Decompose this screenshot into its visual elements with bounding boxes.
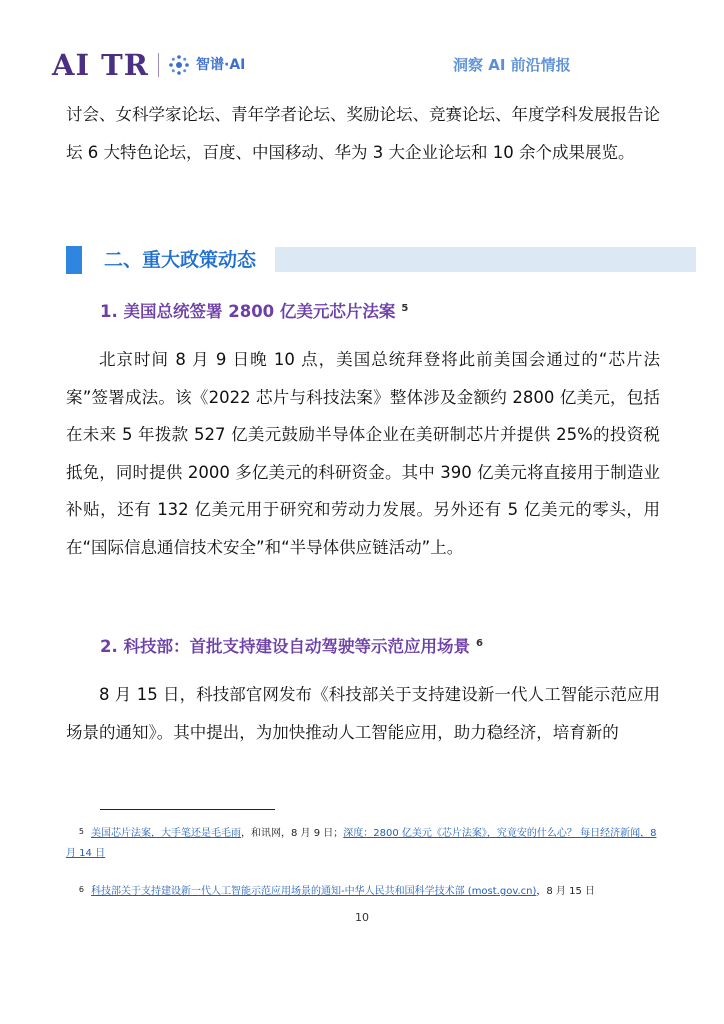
footnote-5-link-2[interactable]: 深度：2800 亿美元《芯片法案》，究竟安的什么心？ 每日经济新闻，8 月 14 日 — [66, 828, 657, 859]
item-2-title: 2. 科技部：首批支持建设自动驾驶等示范应用场景 — [100, 637, 470, 656]
footnote-number: 5 — [78, 827, 84, 836]
footnote-divider — [100, 809, 275, 810]
footnote-6-date: ，8 月 15 日 — [536, 886, 596, 897]
section-title: 二、重大政策动态 — [104, 249, 257, 271]
footnote-5-source: ，和讯网，8 月 9 日； — [241, 828, 344, 839]
item-1-heading — [100, 298, 408, 323]
logo-divider — [158, 53, 159, 77]
page-header — [0, 0, 724, 100]
item-1-body: 北京时间 8 月 9 日晚 10 点，美国总统拜登将此前美国会通过的“芯片法案”签署成法。该《2022 芯片与科技法案》整体涉及金额约 2800 亿美元，包括在未来 5 年拨款 527 亿美元鼓励半导体企业在美研制芯片并提供 25%的投资税抵免，同时提供 2000 多亿美元的科研资金。其中 390 亿美元将直接用于制造业补贴，还有 132 亿美元用于研究和劳动力发展。另外还有 5 亿美元的零头，用在“国际信息通信技术安全”和“半导体供应链活动”上。 — [66, 350, 660, 557]
aitr-logo: AI TR — [52, 48, 149, 82]
footnote-ref-5[interactable]: 5 — [401, 303, 409, 314]
header-tagline: 洞察 AI 前沿情报 — [453, 56, 571, 74]
footnote-5-link-1[interactable]: 美国芯片法案，大手笔还是毛毛雨 — [91, 828, 241, 839]
footnote-5 — [66, 822, 666, 864]
intro-paragraph — [66, 96, 660, 171]
brand-name: 智谱·AI — [196, 57, 246, 73]
page-number: 10 — [355, 911, 369, 924]
item-2-paragraph — [66, 676, 660, 751]
zhipu-logo-icon — [168, 54, 190, 76]
section-band — [275, 247, 696, 272]
intro-text: 讨会、女科学家论坛、青年学者论坛、奖励论坛、竞赛论坛、年度学科发展报告论坛 6 大特色论坛，百度、中国移动、华为 3 大企业论坛和 10 余个成果展览。 — [66, 105, 660, 162]
footnote-number: 6 — [78, 885, 84, 894]
item-1-paragraph — [66, 341, 660, 566]
footnote-ref-6[interactable]: 6 — [476, 638, 483, 649]
section-marker — [66, 246, 82, 274]
section-heading — [66, 246, 696, 274]
item-2-heading — [100, 633, 483, 658]
footnote-6 — [66, 880, 666, 902]
footnote-6-link[interactable]: 科技部关于支持建设新一代人工智能示范应用场景的通知-中华人民共和国科学技术部 (most.gov.cn) — [91, 886, 537, 897]
item-2-body: 8 月 15 日，科技部官网发布《科技部关于支持建设新一代人工智能示范应用场景的通知》。其中提出，为加快推动人工智能应用，助力稳经济，培育新的 — [66, 685, 660, 742]
item-1-title: 1. 美国总统签署 2800 亿美元芯片法案 — [100, 302, 396, 321]
